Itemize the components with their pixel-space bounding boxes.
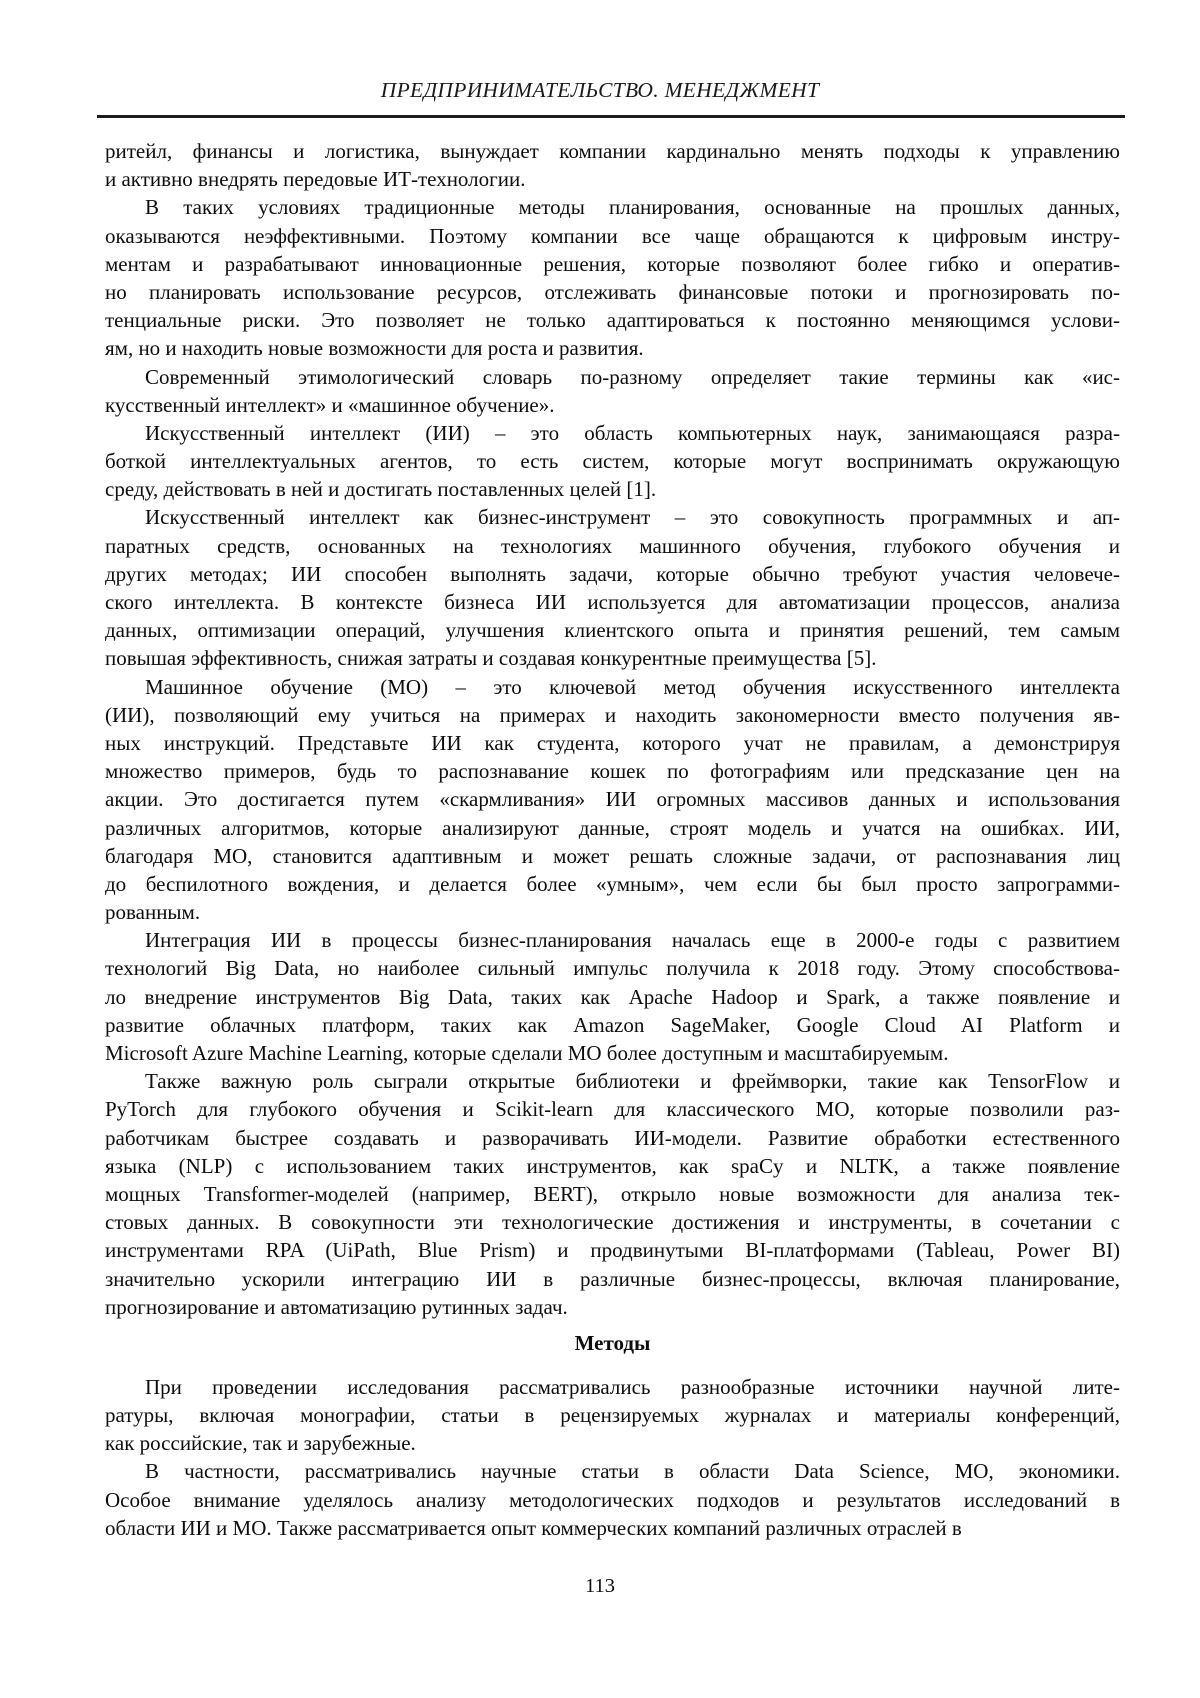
text-line: прогнозирование и автоматизацию рутинных задач. — [105, 1294, 568, 1319]
header-rule — [97, 115, 1125, 118]
text-line: до беспилотного вождения, и делается более «умным», чем если бы был просто запрограмми- — [105, 871, 1120, 896]
body-paragraph — [105, 419, 1120, 504]
text-line: Также важную роль сыграли открытые библиотеки и фреймворки, такие как TensorFlow и — [145, 1069, 1120, 1094]
body-paragraph — [105, 673, 1120, 927]
body-paragraph — [105, 363, 1120, 419]
body-paragraph — [105, 1067, 1120, 1321]
text-line: языка (NLP) с использованием таких инструментов, как spaCy и NLTK, а также появление — [105, 1153, 1120, 1178]
page-number: 113 — [585, 1575, 615, 1597]
text-line: PyTorch для глубокого обучения и Scikit-learn для классического МО, которые позволили раз- — [105, 1097, 1120, 1122]
text-line: В частности, рассматривались научные статьи в области Data Science, МО, экономики. — [145, 1459, 1120, 1484]
text-line: работчикам быстрее создавать и разворачивать ИИ-модели. Развитие обработки естественного — [105, 1125, 1120, 1150]
text-line: инструментами RPA (UiPath, Blue Prism) и продвинутыми BI-платформами (Tableau, Power BI) — [105, 1238, 1120, 1263]
text-line: оказываются неэффективными. Поэтому компании все чаще обращаются к цифровым инстру- — [105, 223, 1120, 248]
text-line: боткой интеллектуальных агентов, то есть систем, которые могут воспринимать окружающую — [105, 449, 1120, 474]
text-line: как российские, так и зарубежные. — [105, 1431, 416, 1456]
body-paragraph — [105, 1373, 1120, 1458]
text-line: акции. Это достигается путем «скармливания» ИИ огромных массивов данных и использования — [105, 787, 1120, 812]
text-line: благодаря МО, становится адаптивным и может решать сложные задачи, от распознавания лиц — [105, 843, 1120, 868]
text-line: Машинное обучение (МО) – это ключевой метод обучения искусственного интеллекта — [145, 674, 1120, 699]
text-line: ментам и разрабатывают инновационные решения, которые позволяют более гибко и оператив- — [105, 251, 1120, 276]
text-line: но планировать использование ресурсов, отслеживать финансовые потоки и прогнозировать по- — [105, 279, 1120, 304]
text-line: рованным. — [105, 900, 201, 925]
body-text — [105, 137, 1120, 1542]
body-paragraph — [105, 926, 1120, 1067]
text-line: технологий Big Data, но наиболее сильный импульс получила к 2018 году. Этому способствова- — [105, 956, 1120, 981]
text-line: кусственный интеллект» и «машинное обучение». — [105, 392, 555, 417]
text-line: развитие облачных платформ, таких как Amazon SageMaker, Google Cloud AI Platform и — [105, 1012, 1120, 1037]
text-line: (ИИ), позволяющий ему учиться на примерах и находить закономерности вместо получения яв- — [105, 702, 1120, 727]
text-line: различных алгоритмов, которые анализируют данные, строят модель и учатся на ошибках. ИИ, — [105, 815, 1120, 840]
text-line: Искусственный интеллект (ИИ) – это область компьютерных наук, занимающаяся разра- — [145, 420, 1120, 445]
text-line: данных, оптимизации операций, улучшения клиентского опыта и принятия решений, тем самым — [105, 618, 1120, 643]
text-line: ло внедрение инструментов Big Data, таких как Apache Hadoop и Spark, а также появление и — [105, 984, 1120, 1009]
text-line: повышая эффективность, снижая затраты и создавая конкурентные преимущества [5]. — [105, 646, 877, 671]
running-head: ПРЕДПРИНИМАТЕЛЬСТВО. МЕНЕДЖМЕНТ — [380, 78, 820, 102]
body-paragraph — [105, 193, 1120, 362]
text-line: и активно внедрять передовые ИТ-технологии. — [105, 167, 526, 192]
text-line: При проведении исследования рассматривались разнообразные источники научной лите- — [145, 1374, 1120, 1399]
text-line: Интеграция ИИ в процессы бизнес-планирования началась еще в 2000-е годы с развитием — [145, 928, 1120, 953]
text-line: Искусственный интеллект как бизнес-инструмент – это совокупность программных и ап- — [145, 505, 1120, 530]
body-paragraph — [105, 1457, 1120, 1542]
text-line: ского интеллекта. В контексте бизнеса ИИ используется для автоматизации процессов, анализа — [105, 590, 1120, 614]
body-paragraph — [105, 503, 1120, 672]
section-heading: Методы — [574, 1330, 651, 1355]
text-line: других методах; ИИ способен выполнять задачи, которые обычно требуют участия человече- — [105, 561, 1120, 586]
text-line: Особое внимание уделялось анализу методологических подходов и результатов исследований в — [105, 1487, 1120, 1512]
text-line: значительно ускорили интеграцию ИИ в различные бизнес-процессы, включая планирование, — [105, 1266, 1120, 1291]
text-line: мощных Transformer-моделей (например, BERT), открыло новые возможности для анализа тек- — [105, 1181, 1120, 1206]
text-line: ных инструкций. Представьте ИИ как студента, которого учат не правилам, а демонстрируя — [105, 730, 1120, 755]
text-line: ям, но и находить новые возможности для роста и развития. — [105, 336, 644, 361]
text-line: ритейл, финансы и логистика, вынуждает компании кардинально менять подходы к управлению — [105, 139, 1120, 163]
text-line: стовых данных. В совокупности эти технологические достижения и инструменты, в сочетании с — [105, 1210, 1120, 1235]
body-paragraph — [105, 137, 1120, 193]
text-line: среду, действовать в ней и достигать поставленных целей [1]. — [105, 477, 657, 502]
text-line: Microsoft Azure Machine Learning, которые сделали МО более доступным и масштабируемым. — [105, 1041, 949, 1065]
text-line: Современный этимологический словарь по-разному определяет такие термины как «ис- — [145, 364, 1120, 389]
text-line: области ИИ и МО. Также рассматривается опыт коммерческих компаний различных отраслей в — [105, 1515, 962, 1540]
text-line: ратуры, включая монографии, статьи в рецензируемых журналах и материалы конференций, — [105, 1403, 1120, 1428]
text-line: множество примеров, будь то распознавание кошек по фотографиям или предсказание цен на — [105, 759, 1120, 784]
text-line: тенциальные риски. Это позволяет не только адаптироваться к постоянно меняющимся услови- — [105, 308, 1120, 333]
text-line: паратных средств, основанных на технологиях машинного обучения, глубокого обучения и — [105, 533, 1120, 558]
text-line: В таких условиях традиционные методы планирования, основанные на прошлых данных, — [145, 195, 1120, 220]
